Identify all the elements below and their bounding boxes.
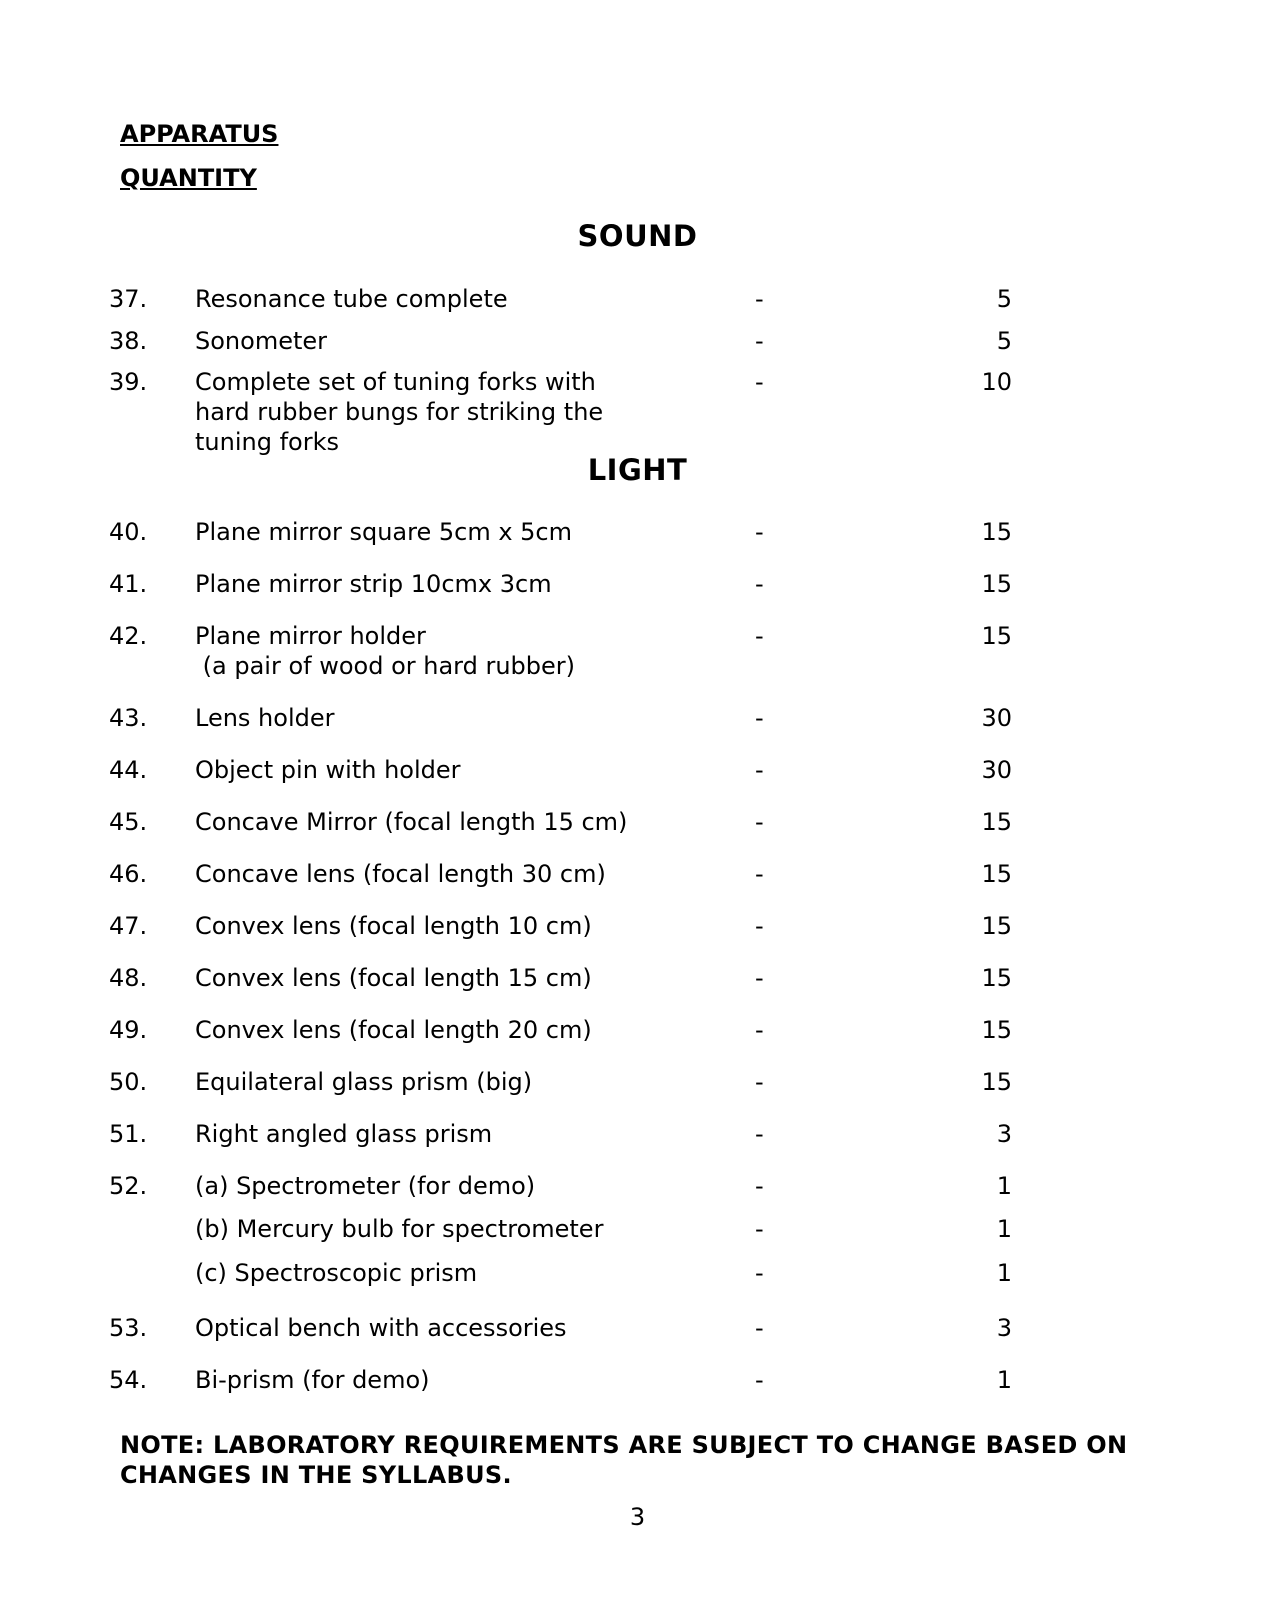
item-dash: - [755, 912, 764, 940]
item-description: Concave Mirror (focal length 15 cm) [195, 808, 628, 836]
item-dash: - [755, 285, 764, 313]
item-dash: - [755, 1215, 764, 1243]
item-quantity: 15 [981, 570, 1012, 598]
item-quantity: 5 [996, 285, 1012, 313]
item-number: 52. [109, 1172, 148, 1200]
item-quantity: 3 [996, 1120, 1012, 1148]
item-quantity: 3 [996, 1314, 1012, 1342]
item-description: (a) Spectrometer (for demo) [195, 1172, 536, 1200]
item-quantity: 1 [996, 1215, 1012, 1243]
item-number: 47. [109, 912, 148, 940]
item-quantity: 15 [981, 622, 1012, 650]
item-dash: - [755, 570, 764, 598]
item-dash: - [755, 860, 764, 888]
item-description: Plane mirror strip 10cmx 3cm [195, 570, 552, 598]
item-number: 41. [109, 570, 148, 598]
item-description: Optical bench with accessories [195, 1314, 567, 1342]
item-dash: - [755, 1366, 764, 1394]
item-number: 38. [109, 327, 148, 355]
item-dash: - [755, 1016, 764, 1044]
item-quantity: 15 [981, 1016, 1012, 1044]
item-number: 53. [109, 1314, 148, 1342]
item-description: Convex lens (focal length 15 cm) [195, 964, 592, 992]
item-dash: - [755, 1259, 764, 1287]
item-dash: - [755, 1120, 764, 1148]
item-quantity: 1 [996, 1172, 1012, 1200]
item-dash: - [755, 1068, 764, 1096]
quantity-header: QUANTITY [120, 164, 257, 192]
item-description: (c) Spectroscopic prism [195, 1259, 478, 1287]
apparatus-header: APPARATUS [120, 120, 279, 148]
item-description: Convex lens (focal length 10 cm) [195, 912, 592, 940]
item-description: Bi-prism (for demo) [195, 1366, 430, 1394]
item-dash: - [755, 704, 764, 732]
item-description: Equilateral glass prism (big) [195, 1068, 533, 1096]
item-quantity: 5 [996, 327, 1012, 355]
item-number: 46. [109, 860, 148, 888]
item-number: 44. [109, 756, 148, 784]
item-dash: - [755, 368, 764, 396]
item-dash: - [755, 622, 764, 650]
item-quantity: 1 [996, 1259, 1012, 1287]
item-dash: - [755, 327, 764, 355]
item-description: Concave lens (focal length 30 cm) [195, 860, 606, 888]
item-quantity: 30 [981, 756, 1012, 784]
item-description: Complete set of tuning forks with hard rubber bungs for striking the tuning forks [195, 368, 604, 456]
item-quantity: 15 [981, 860, 1012, 888]
item-number: 42. [109, 622, 148, 650]
item-quantity: 15 [981, 964, 1012, 992]
item-quantity: 15 [981, 912, 1012, 940]
item-description: Sonometer [195, 327, 327, 355]
item-description: Right angled glass prism [195, 1120, 493, 1148]
item-dash: - [755, 756, 764, 784]
item-number: 51. [109, 1120, 148, 1148]
item-dash: - [755, 1314, 764, 1342]
item-number: 48. [109, 964, 148, 992]
item-quantity: 15 [981, 808, 1012, 836]
item-quantity: 15 [981, 518, 1012, 546]
item-dash: - [755, 518, 764, 546]
item-quantity: 10 [981, 368, 1012, 396]
item-number: 43. [109, 704, 148, 732]
item-number: 40. [109, 518, 148, 546]
item-dash: - [755, 1172, 764, 1200]
item-quantity: 1 [996, 1366, 1012, 1394]
item-description: Convex lens (focal length 20 cm) [195, 1016, 592, 1044]
item-description: Plane mirror square 5cm x 5cm [195, 518, 573, 546]
page-number: 3 [629, 1503, 646, 1531]
syllabus-note: NOTE: LABORATORY REQUIREMENTS ARE SUBJECT TO CHANGE BASED ON CHANGES IN THE SYLLABUS. [120, 1431, 1128, 1489]
item-description: Resonance tube complete [195, 285, 508, 313]
item-description: Object pin with holder [195, 756, 461, 784]
item-quantity: 15 [981, 1068, 1012, 1096]
item-number: 54. [109, 1366, 148, 1394]
item-number: 50. [109, 1068, 148, 1096]
item-quantity: 30 [981, 704, 1012, 732]
item-description: (b) Mercury bulb for spectrometer [195, 1215, 604, 1243]
item-number: 45. [109, 808, 148, 836]
section-title-sound: SOUND [577, 219, 698, 253]
section-title-light: LIGHT [587, 453, 688, 487]
item-number: 39. [109, 368, 148, 396]
item-description: Plane mirror holder (a pair of wood or hard rubber) [195, 622, 576, 680]
item-dash: - [755, 964, 764, 992]
item-dash: - [755, 808, 764, 836]
item-description: Lens holder [195, 704, 335, 732]
item-number: 37. [109, 285, 148, 313]
item-number: 49. [109, 1016, 148, 1044]
